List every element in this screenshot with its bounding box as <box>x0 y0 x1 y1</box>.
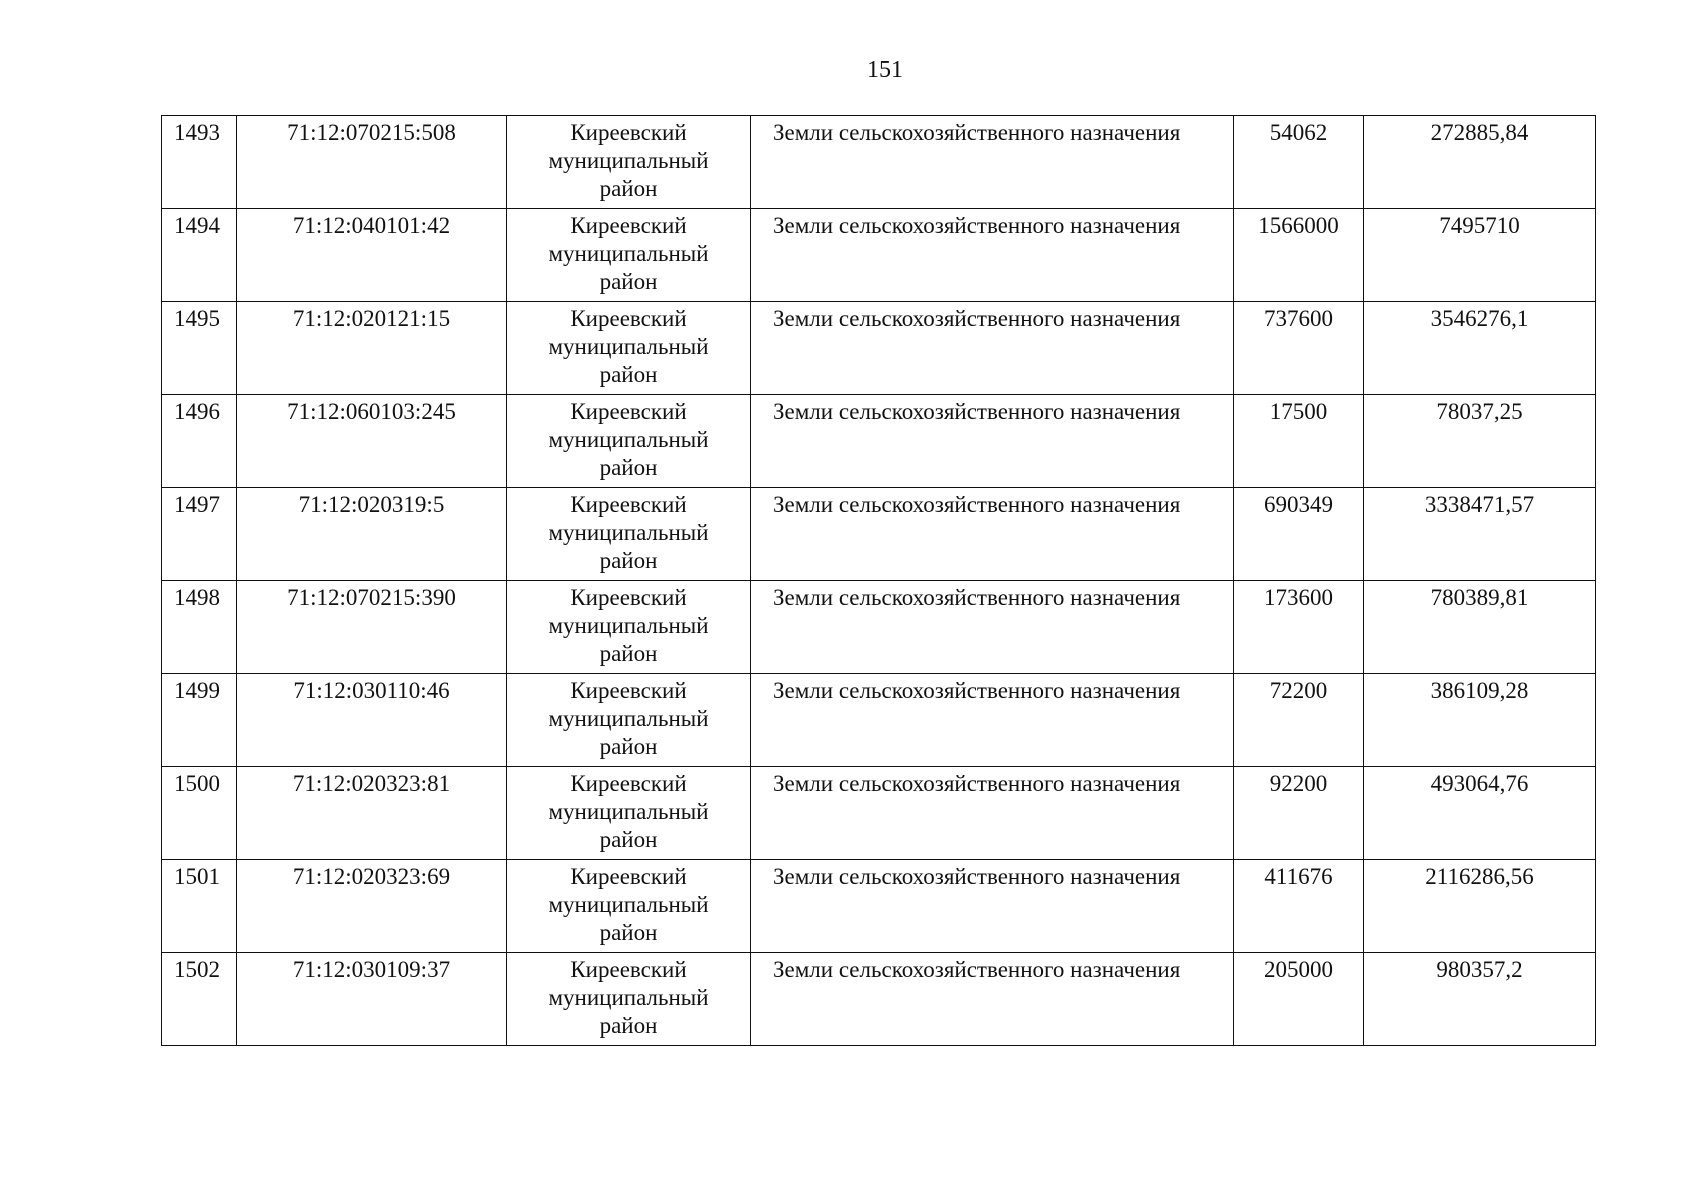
district-line: Киреевский <box>570 864 687 889</box>
cadastral-number-cell: 71:12:020323:81 <box>237 767 507 860</box>
table-row <box>162 302 1596 395</box>
area-cell: 205000 <box>1234 953 1364 1046</box>
cadastral-value-cell: 272885,84 <box>1364 116 1596 209</box>
district-line: муниципальный <box>548 706 709 731</box>
district-line: район <box>599 362 658 387</box>
district-line: муниципальный <box>548 799 709 824</box>
district-line: Киреевский <box>570 492 687 517</box>
land-category-cell: Земли сельскохозяйственного назначения <box>751 116 1234 209</box>
table-body <box>162 116 1596 1046</box>
district-line: муниципальный <box>548 613 709 638</box>
land-category-cell: Земли сельскохозяйственного назначения <box>751 302 1234 395</box>
district-line: район <box>599 734 658 759</box>
table-row <box>162 395 1596 488</box>
district-line: Киреевский <box>570 957 687 982</box>
district-cell <box>507 488 751 581</box>
cadastral-number-cell: 71:12:070215:508 <box>237 116 507 209</box>
land-category-cell: Земли сельскохозяйственного назначения <box>751 674 1234 767</box>
district-cell <box>507 116 751 209</box>
district-line: Киреевский <box>570 213 687 238</box>
district-cell <box>507 674 751 767</box>
row-number-cell: 1500 <box>162 767 237 860</box>
cadastral-value-cell: 780389,81 <box>1364 581 1596 674</box>
table-row <box>162 674 1596 767</box>
district-line: район <box>599 641 658 666</box>
cadastral-number-cell: 71:12:020323:69 <box>237 860 507 953</box>
area-cell: 690349 <box>1234 488 1364 581</box>
cadastral-value-cell: 3338471,57 <box>1364 488 1596 581</box>
land-category-cell: Земли сельскохозяйственного назначения <box>751 209 1234 302</box>
district-line: муниципальный <box>548 985 709 1010</box>
area-cell: 92200 <box>1234 767 1364 860</box>
district-line: муниципальный <box>548 892 709 917</box>
district-line: район <box>599 920 658 945</box>
district-line: район <box>599 1013 658 1038</box>
land-category-cell: Земли сельскохозяйственного назначения <box>751 488 1234 581</box>
table-row <box>162 767 1596 860</box>
cadastral-number-cell: 71:12:020319:5 <box>237 488 507 581</box>
land-registry-table <box>161 115 1596 1046</box>
cadastral-number-cell: 71:12:070215:390 <box>237 581 507 674</box>
land-category-cell: Земли сельскохозяйственного назначения <box>751 767 1234 860</box>
district-line: район <box>599 548 658 573</box>
district-line: район <box>599 176 658 201</box>
cadastral-number-cell: 71:12:030110:46 <box>237 674 507 767</box>
row-number-cell: 1494 <box>162 209 237 302</box>
district-line: муниципальный <box>548 148 709 173</box>
cadastral-value-cell: 386109,28 <box>1364 674 1596 767</box>
district-line: Киреевский <box>570 306 687 331</box>
table-row <box>162 581 1596 674</box>
area-cell: 173600 <box>1234 581 1364 674</box>
land-category-cell: Земли сельскохозяйственного назначения <box>751 395 1234 488</box>
row-number-cell: 1502 <box>162 953 237 1046</box>
table-row <box>162 953 1596 1046</box>
area-cell: 1566000 <box>1234 209 1364 302</box>
district-cell <box>507 395 751 488</box>
area-cell: 72200 <box>1234 674 1364 767</box>
cadastral-value-cell: 7495710 <box>1364 209 1596 302</box>
district-cell <box>507 860 751 953</box>
table-row <box>162 488 1596 581</box>
district-line: Киреевский <box>570 399 687 424</box>
district-cell <box>507 302 751 395</box>
area-cell: 411676 <box>1234 860 1364 953</box>
cadastral-value-cell: 2116286,56 <box>1364 860 1596 953</box>
land-category-cell: Земли сельскохозяйственного назначения <box>751 581 1234 674</box>
district-line: Киреевский <box>570 120 687 145</box>
area-cell: 17500 <box>1234 395 1364 488</box>
cadastral-value-cell: 980357,2 <box>1364 953 1596 1046</box>
district-line: муниципальный <box>548 241 709 266</box>
row-number-cell: 1501 <box>162 860 237 953</box>
district-cell <box>507 767 751 860</box>
cadastral-number-cell: 71:12:040101:42 <box>237 209 507 302</box>
cadastral-number-cell: 71:12:030109:37 <box>237 953 507 1046</box>
land-category-cell: Земли сельскохозяйственного назначения <box>751 860 1234 953</box>
row-number-cell: 1499 <box>162 674 237 767</box>
district-line: район <box>599 455 658 480</box>
district-line: Киреевский <box>570 678 687 703</box>
cadastral-value-cell: 493064,76 <box>1364 767 1596 860</box>
page-number: 151 <box>867 57 903 83</box>
district-line: муниципальный <box>548 334 709 359</box>
table-row <box>162 209 1596 302</box>
area-cell: 737600 <box>1234 302 1364 395</box>
cadastral-value-cell: 78037,25 <box>1364 395 1596 488</box>
district-line: район <box>599 269 658 294</box>
row-number-cell: 1493 <box>162 116 237 209</box>
district-line: район <box>599 827 658 852</box>
district-line: Киреевский <box>570 585 687 610</box>
district-cell <box>507 953 751 1046</box>
land-category-cell: Земли сельскохозяйственного назначения <box>751 953 1234 1046</box>
district-line: муниципальный <box>548 520 709 545</box>
cadastral-number-cell: 71:12:020121:15 <box>237 302 507 395</box>
cadastral-value-cell: 3546276,1 <box>1364 302 1596 395</box>
row-number-cell: 1497 <box>162 488 237 581</box>
table-row <box>162 860 1596 953</box>
district-line: Киреевский <box>570 771 687 796</box>
district-cell <box>507 581 751 674</box>
row-number-cell: 1496 <box>162 395 237 488</box>
table-row <box>162 116 1596 209</box>
row-number-cell: 1495 <box>162 302 237 395</box>
area-cell: 54062 <box>1234 116 1364 209</box>
cadastral-number-cell: 71:12:060103:245 <box>237 395 507 488</box>
row-number-cell: 1498 <box>162 581 237 674</box>
district-line: муниципальный <box>548 427 709 452</box>
district-cell <box>507 209 751 302</box>
